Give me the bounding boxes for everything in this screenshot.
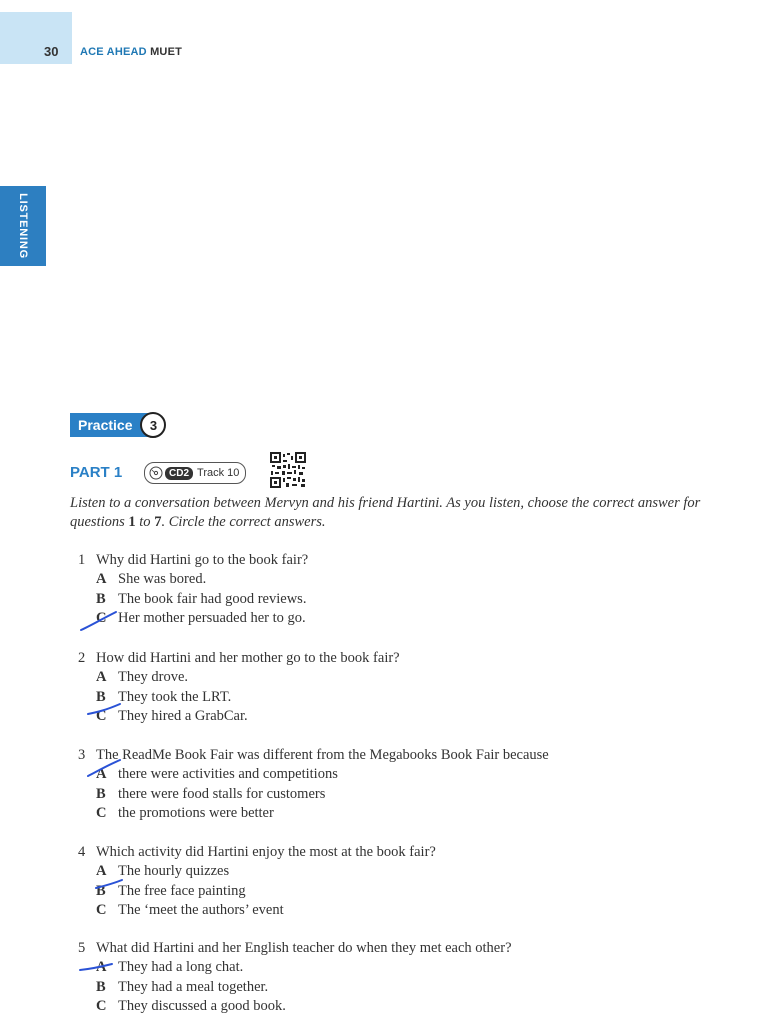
question-number: 2 (78, 650, 86, 666)
section-tab-label: LISTENING (17, 193, 29, 259)
instructions: Listen to a conversation between Mervyn and his friend Hartini. As you listen, choose the correct answer for questions 1 to 7. Circle the correct answers. (70, 495, 701, 530)
option-b[interactable]: B The free face painting (96, 882, 246, 899)
page-number: 30 (44, 44, 59, 59)
question-3 (78, 745, 698, 824)
option-b[interactable]: B The book fair had good reviews. (96, 590, 307, 607)
question-5 (78, 938, 698, 1017)
option-a[interactable]: A The hourly quizzes (96, 863, 230, 879)
option-b[interactable]: B They had a meal together. (96, 978, 269, 995)
option-b[interactable]: B there were food stalls for customers (96, 785, 326, 802)
option-c[interactable]: C Her mother persuaded her to go. (96, 610, 306, 626)
question-number: 4 (78, 844, 86, 860)
question-text: Which activity did Hartini enjoy the most at the book fair? (96, 844, 436, 860)
question-stem (78, 745, 698, 765)
option-a[interactable]: A They drove. (96, 669, 189, 685)
option-a[interactable]: A She was bored. (96, 571, 207, 587)
part-heading: PART 1 (70, 464, 123, 481)
question-text: The ReadMe Book Fair was different from the Megabooks Book Fair because (96, 747, 549, 763)
option-c[interactable]: C They hired a GrabCar. (96, 708, 248, 724)
cd-label: CD2 (165, 467, 193, 480)
track-label: Track 10 (197, 467, 240, 479)
question-number: 3 (78, 747, 86, 763)
question-4 (78, 842, 698, 921)
question-stem (78, 648, 698, 668)
question-text: What did Hartini and her English teacher do when they met each other? (96, 940, 512, 956)
question-text: How did Hartini and her mother go to the book fair? (96, 650, 400, 666)
question-1 (78, 550, 698, 629)
question-2 (78, 648, 698, 727)
audio-track-badge (144, 462, 246, 484)
qr-code-icon (270, 452, 306, 488)
question-stem (78, 550, 698, 570)
practice-number: 3 (140, 412, 166, 438)
question-text: Why did Hartini go to the book fair? (96, 552, 309, 568)
option-b[interactable]: B They took the LRT. (96, 688, 232, 705)
option-a[interactable]: A They had a long chat. (96, 959, 244, 975)
section-tab-listening (0, 186, 46, 266)
book-title (80, 46, 182, 58)
book-title-ace-ahead: ACE AHEAD (80, 46, 147, 58)
question-number: 1 (78, 552, 86, 568)
question-stem (78, 938, 698, 958)
practice-label: Practice (70, 413, 152, 437)
option-c[interactable]: C They discussed a good book. (96, 998, 286, 1014)
question-stem (78, 842, 698, 862)
question-number: 5 (78, 940, 86, 956)
option-c[interactable]: C the promotions were better (96, 805, 274, 821)
cd-disc-icon (149, 466, 163, 480)
page-number-box (0, 12, 72, 64)
option-c[interactable]: C The ‘meet the authors’ event (96, 902, 284, 918)
option-a[interactable]: A there were activities and competitions (96, 766, 338, 782)
practice-heading (70, 412, 166, 438)
book-title-muet: MUET (150, 46, 183, 58)
